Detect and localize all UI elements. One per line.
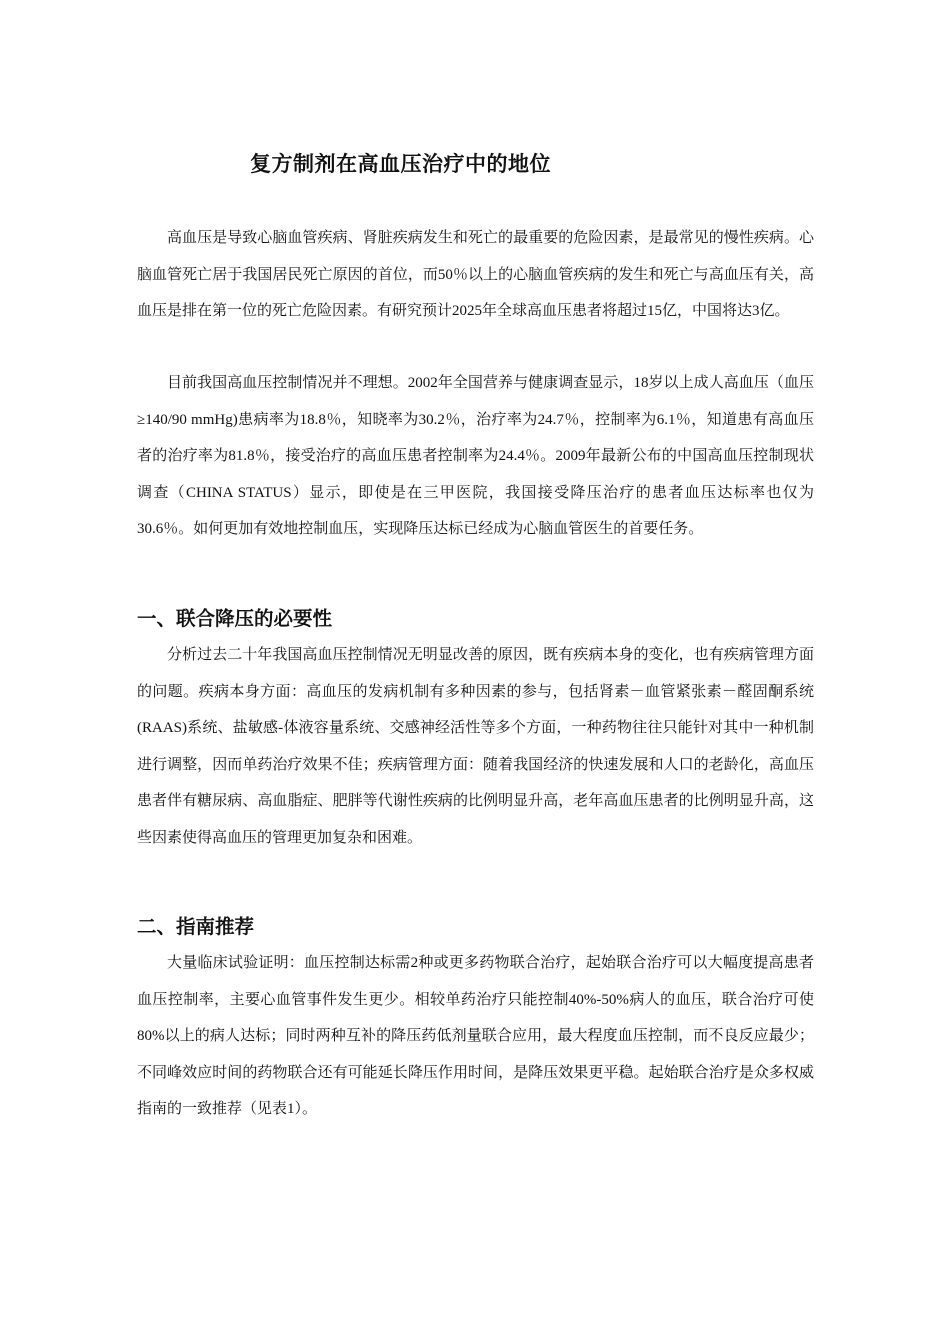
- section-paragraph-necessity: 分析过去二十年我国高血压控制情况无明显改善的原因，既有疾病本身的变化，也有疾病管理方面的问题。疾病本身方面：高血压的发病机制有多种因素的参与，包括肾素－血管紧张素－醛固酮系统(RAAS)系统、盐敏感-体液容量系统、交感神经活性等多个方面，一种药物往往只能针对其中一种机制进行调整，因而单药治疗效果不佳；疾病管理方面：随着我国经济的快速发展和人口的老龄化，高血压患者伴有糖尿病、高血脂症、肥胖等代谢性疾病的比例明显升高，老年高血压患者的比例明显升高，这些因素使得高血压的管理更加复杂和困难。: [137, 647, 814, 846]
- intro-paragraph-1: 高血压是导致心脑血管疾病、肾脏疾病发生和死亡的最重要的危险因素，是最常见的慢性疾病。心脑血管死亡居于我国居民死亡原因的首位，而50％以上的心脑血管疾病的发生和死亡与高血压有关，高血压是排在第一位的死亡危险因素。有研究预计2025年全球高血压患者将超过15亿，中国将达3亿。: [137, 230, 814, 320]
- section-heading-necessity: 一、联合降压的必要性: [137, 607, 333, 630]
- document-title: 复方制剂在高血压治疗中的地位: [250, 152, 551, 176]
- section-heading-guidelines: 二、指南推荐: [137, 915, 255, 938]
- section-paragraph-guidelines: 大量临床试验证明：血压控制达标需2种或更多药物联合治疗，起始联合治疗可以大幅度提高患者血压控制率，主要心血管事件发生更少。相较单药治疗只能控制40%-50%病人的血压，联合治疗可使80%以上的病人达标；同时两种互补的降压药低剂量联合应用，最大程度血压控制，而不良反应最少；不同峰效应时间的药物联合还有可能延长降压作用时间，是降压效果更平稳。起始联合治疗是众多权威指南的一致推荐（见表1）。: [137, 955, 814, 1118]
- intro-paragraph-2: 目前我国高血压控制情况并不理想。2002年全国营养与健康调查显示，18岁以上成人高血压（血压≥140/90 mmHg)患病率为18.8％，知晓率为30.2％，治疗率为24.7％，控制率为6.1％，知道患有高血压者的治疗率为81.8％，接受治疗的高血压患者控制率为24.4％。2009年最新公布的中国高血压控制现状调查（CHINA STATUS）显示，即使是在三甲医院，我国接受降压治疗的患者血压达标率也仅为30.6％。如何更加有效地控制血压，实现降压达标已经成为心脑血管医生的首要任务。: [137, 375, 814, 538]
